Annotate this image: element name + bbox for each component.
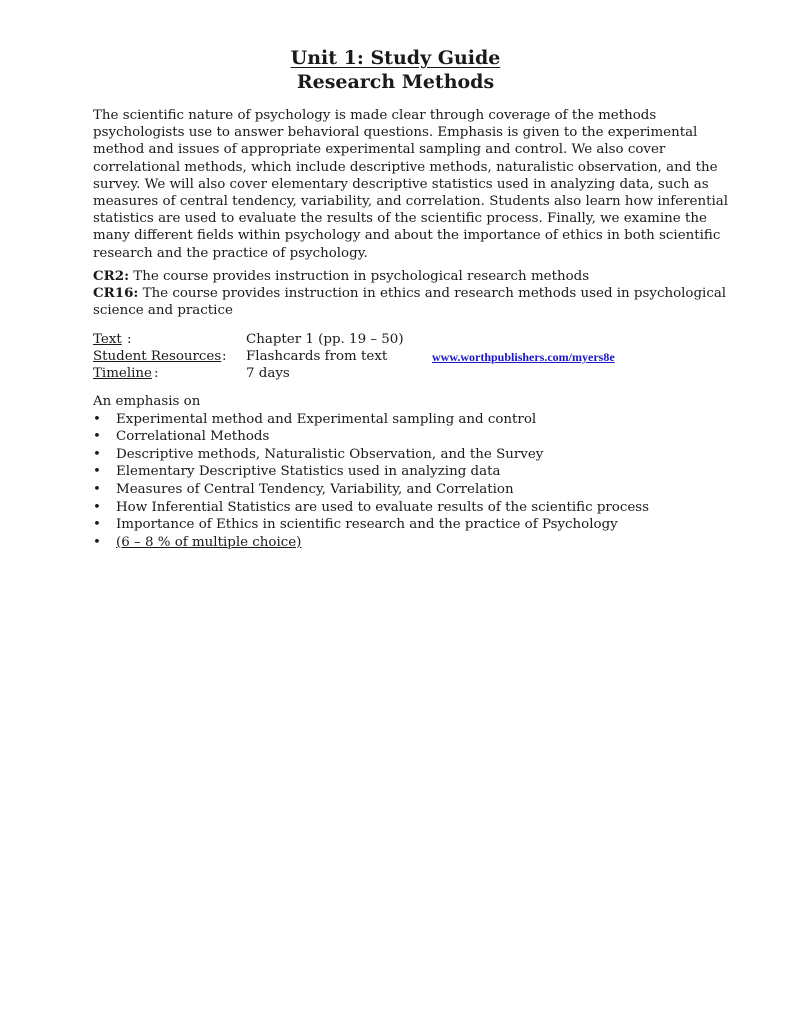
bullet-icon: • (93, 534, 101, 550)
timeline-value: 7 days (246, 366, 290, 381)
resources-label: Student Resources (93, 349, 222, 364)
list-item: • Importance of Ethics in scientific research and the practice of Psychology (93, 517, 618, 533)
text-value: Chapter 1 (pp. 19 – 50) (246, 332, 404, 347)
list-item: • Descriptive methods, Naturalistic Observation, and the Survey (93, 446, 544, 462)
timeline-label: Timeline (93, 366, 152, 381)
list-item: • How Inferential Statistics are used to evaluate results of the scientific process (93, 499, 650, 515)
resources-value: Flashcards from text (246, 349, 388, 364)
text-label: Text (93, 332, 122, 347)
list-item: • Experimental method and Experimental sampling and control (93, 411, 537, 427)
title-block (0, 46, 791, 94)
bullet-icon: • (93, 446, 101, 462)
cr2-code: CR2: (93, 268, 130, 284)
bullet-icon: • (93, 464, 101, 480)
cr2-line (93, 268, 743, 285)
worthpublishers-link[interactable]: www.worthpublishers.com/myers8e (432, 350, 615, 364)
list-item: • (6 – 8 % of multiple choice) (93, 534, 302, 550)
page-subtitle: Research Methods (296, 71, 495, 93)
page-title: Unit 1: Study Guide (290, 47, 501, 69)
bullet-icon: • (93, 429, 101, 445)
list-item: • Elementary Descriptive Statistics used in analyzing data (93, 464, 501, 480)
info-row-timeline: Timeline : 7 days (93, 366, 290, 381)
cr16-text: The course provides instruction in ethics and research methods used in psychological science and practice (93, 286, 727, 319)
list-item: • Measures of Central Tendency, Variability, and Correlation (93, 481, 514, 497)
curriculum-requirements (93, 268, 743, 320)
emphasis-section (93, 393, 743, 551)
cr16-line (93, 285, 743, 319)
unit-info-table (93, 331, 743, 382)
bullet-icon: • (93, 411, 101, 427)
cr2-text: The course provides instruction in psychological research methods (129, 269, 590, 284)
cr16-code: CR16: (93, 285, 139, 302)
bullet-icon: • (93, 517, 101, 533)
bullet-icon: • (93, 499, 101, 515)
bullet-icon: • (93, 481, 101, 497)
emphasis-lead: An emphasis on (93, 394, 201, 409)
list-item: • Correlational Methods (93, 429, 270, 445)
info-row-resources: Student Resources : Flashcards from text www.worthpublishers.com/myers8e (93, 349, 615, 364)
intro-paragraph: The scientific nature of psychology is made clear through coverage of the methods psychologists use to answer behavioral questions. Emphasis is given to the experimental method and issues of appropriate experimental sampling and control. We also cover correlational methods, which include descriptive methods, naturalistic observation, and the survey. We will also cover elementary descriptive statistics used in analyzing data, such as measures of central tendency, variability, and correlation. Students also learn how inferential statistics are used to evaluate the results of the scientific process. Finally, we examine the many different fields within psychology and about the importance of ethics in both scientific research and the practice of psychology. (93, 108, 729, 261)
info-row-text: Text : Chapter 1 (pp. 19 – 50) (93, 332, 404, 347)
emphasis-list (93, 411, 743, 552)
